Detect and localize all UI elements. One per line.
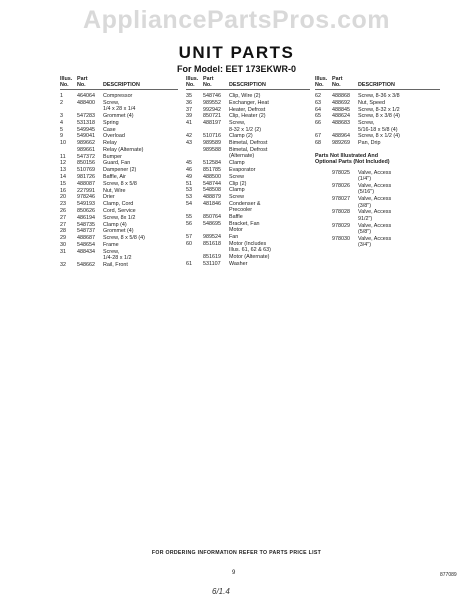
part-number: 850626 [77,207,95,214]
part-description: Fan [229,234,239,241]
part-number: 548744 [203,180,221,187]
part-number: 547283 [77,113,95,120]
part-description: Screw, 8-32 x 1/2 (2) [229,120,262,133]
part-number: 512584 [203,160,221,167]
part-number: 488087 [77,180,95,187]
part-number: 548662 [77,261,95,268]
model-subtitle: For Model: EET 173EKWR-0 [176,64,296,74]
part-number: 488692 [332,99,350,106]
illus-number: 28 [60,228,66,235]
part-number: 851618 [203,240,221,247]
parts-row [186,107,310,113]
part-number: 547372 [77,153,95,160]
illus-number: 14 [60,174,66,181]
illus-number: 30 [60,241,66,248]
parts-column-2 [186,76,310,268]
part-description: Clip, Heater (2) [229,113,266,120]
part-description: Valve, Access (5/8") [358,222,392,236]
part-description: Case [103,126,116,133]
illus-number: 3 [60,113,63,120]
part-description: Clip (2) [229,180,247,187]
part-description: Guard, Fan [103,160,131,167]
parts-row [60,154,178,160]
illus-number: 68 [315,140,321,147]
parts-row [186,120,310,133]
illus-number: 54 [186,200,192,207]
part-number: 989269 [332,140,350,147]
part-description: Screw, 8-32 x 1/2 [358,106,400,113]
parts-row [60,133,178,139]
part-number: 488624 [332,113,350,120]
illus-number: 46 [186,166,192,173]
parts-row [60,93,178,99]
illus-number: 2 [60,99,63,106]
part-description: Washer [229,261,248,268]
part-description: Rail, Front [103,261,128,268]
part-number: 851785 [203,166,221,173]
part-number: 488683 [332,120,350,127]
parts-column-1 [60,76,178,269]
part-number: 978026 [332,182,350,189]
part-number: 989524 [203,234,221,241]
parts-row [186,147,310,160]
illus-number: 23 [60,201,66,208]
parts-row [60,208,178,214]
parts-row [60,160,178,166]
part-description: Valve, Access (3/4") [358,235,392,249]
part-number: 488845 [332,106,350,113]
parts-row [186,133,310,139]
parts-row [315,93,440,99]
illus-number: 12 [60,160,66,167]
part-description: Bimetal, Defrost (Alternate) [229,146,268,160]
illus-number: 20 [60,194,66,201]
illus-number: 27 [60,221,66,228]
parts-row [60,222,178,228]
header-part: Part No. [203,76,214,89]
part-description: Evaporator [229,166,256,173]
parts-row [315,183,440,196]
illus-number: 35 [186,92,192,99]
parts-row [186,113,310,119]
parts-row [60,167,178,173]
parts-row [60,147,178,153]
part-number: 989588 [203,146,221,153]
illus-number: 57 [186,234,192,241]
part-number: 548746 [203,92,221,99]
part-description: Grommet (4) [103,113,134,120]
illus-number [315,170,332,183]
part-number: 989662 [77,140,95,147]
parts-row [315,223,440,236]
part-description: Screw, 8 x 5/8 [103,180,137,187]
part-number: 978025 [332,169,350,176]
illus-number: 55 [186,214,192,221]
parts-row [60,113,178,119]
part-number: 510769 [77,167,95,174]
header-description: DESCRIPTION [358,82,395,89]
parts-row [186,140,310,146]
part-number: 978028 [332,209,350,216]
column-header [315,76,440,90]
illus-number: 16 [60,187,66,194]
parts-row [60,188,178,194]
parts-row [315,236,440,249]
part-number: 481846 [203,200,221,207]
illus-number: 43 [186,140,192,147]
part-description: Clamp (2) [229,133,253,140]
illus-number: 10 [60,140,66,147]
part-description: Clip, Wire (2) [229,92,261,99]
parts-list [60,93,178,268]
part-description: Clamp, Cord [103,201,134,208]
illus-number: 45 [186,160,192,167]
illus-number [315,196,332,209]
header-description: DESCRIPTION [103,82,140,89]
part-description: Clamp [229,160,245,167]
illus-number: 49 [186,173,192,180]
parts-row [60,228,178,234]
part-description: Valve, Access (5/16") [358,182,392,196]
illus-number: 62 [315,92,321,99]
illus-number: 64 [315,106,321,113]
part-description: Exchanger, Heat [229,99,269,106]
parts-row [186,174,310,180]
part-number: 488879 [203,194,221,201]
part-number: 488868 [332,92,350,99]
part-description: Bimetal, Defrost [229,140,268,147]
part-description: Grommet (4) [103,228,134,235]
parts-row [315,196,440,209]
part-number: 548737 [77,228,95,235]
part-description: Screw [229,173,244,180]
part-number: 549193 [77,201,95,208]
illus-number: 4 [60,119,63,126]
part-number: 548654 [77,241,95,248]
illus-number: 42 [186,133,192,140]
part-description: Bracket, Fan Motor [229,220,260,234]
illus-number: 31 [60,248,66,255]
parts-row [60,249,178,262]
illus-number: 67 [315,133,321,140]
part-description: Screw, 1/4-28 x 1/2 [103,248,132,262]
parts-row [186,194,310,200]
parts-column-3 [315,76,440,249]
illus-number [60,147,77,153]
document-code: 877089 [440,572,457,578]
parts-row [315,120,440,133]
column-header [60,76,178,90]
part-description: Cord, Service [103,207,136,214]
illus-number [315,183,332,196]
part-number: 992942 [203,106,221,113]
parts-row [315,113,440,119]
illus-number: 15 [60,180,66,187]
parts-row [60,242,178,248]
part-description: Dampener (2) [103,167,137,174]
part-number: 548735 [77,221,95,228]
watermark: AppliancePartsPros.com [83,6,390,34]
parts-row [186,201,310,214]
header-illus: Illus. No. [60,76,73,89]
parts-row [60,181,178,187]
parts-row [60,215,178,221]
part-number: 510716 [203,133,221,140]
illus-number: 13 [60,167,66,174]
illus-number: 32 [60,261,66,268]
part-description: Spring [103,119,119,126]
part-description: Baffle, Air [103,174,126,181]
illus-number: 1 [60,92,63,99]
part-description: Screw, 8 x 1/2 (4) [358,133,400,140]
parts-row [315,209,440,222]
parts-row [60,140,178,146]
illus-number: 61 [186,261,192,268]
parts-row [315,100,440,106]
part-number: 488434 [77,248,95,255]
part-description: Screw, 8 x 5/8 (4) [103,235,145,242]
part-description: Nut, Speed [358,99,385,106]
parts-row [60,120,178,126]
illus-number: 51 [186,180,192,187]
part-description: Frame [103,241,119,248]
part-number: 978027 [332,196,350,203]
part-description: Clamp [229,187,245,194]
illus-number [186,147,203,160]
parts-row [60,100,178,113]
part-number: 981726 [77,174,95,181]
part-description: Clamp (4) [103,221,127,228]
part-number: 488500 [203,173,221,180]
part-number: 488400 [77,99,95,106]
part-description: Valve, Access (1/4") [358,169,392,183]
part-description: Screw, 8 x 3/8 (4) [358,113,400,120]
header-illus: Illus. No. [315,76,328,89]
part-description: Drier [103,194,115,201]
parts-row [60,194,178,200]
part-number: 850721 [203,113,221,120]
illus-number [315,236,332,249]
part-number: 989589 [203,140,221,147]
illus-number: 39 [186,113,192,120]
part-description: Screw, 8x 1/2 [103,214,136,221]
part-description: Pan, Drip [358,140,381,147]
part-description: Valve, Access (3/8") [358,196,392,209]
part-number: 851619 [203,254,221,261]
part-number: 486194 [77,214,95,221]
part-description: Relay (Alternate) [103,146,144,153]
parts-row [60,174,178,180]
part-number: 978030 [332,235,350,242]
illus-number: 53 [186,187,192,194]
part-number: 464064 [77,92,95,99]
page-number: 9 [232,570,236,576]
part-description: Screw, 8-36 x 3/8 [358,92,400,99]
optional-parts-heading: Parts Not Illustrated And Optional Parts (Not Included) [315,152,390,166]
part-number: 531318 [77,119,95,126]
part-number: 549041 [77,133,95,140]
parts-row [315,107,440,113]
parts-row [315,133,440,139]
illus-number: 53 [186,194,192,201]
parts-row [186,241,310,254]
page-title: UNIT PARTS [178,43,295,62]
part-number: 531107 [203,261,221,268]
part-description: Overload [103,133,125,140]
illus-number: 41 [186,120,192,127]
header-part: Part No. [332,76,343,89]
parts-row [60,262,178,268]
header-part: Part No. [77,76,88,89]
parts-row [186,214,310,220]
part-description: Nut, Wire [103,187,126,194]
illus-number: 66 [315,120,321,127]
parts-row [186,261,310,267]
part-description: Heater, Defrost [229,106,266,113]
parts-row [186,187,310,193]
illus-number: 65 [315,113,321,120]
parts-row [60,127,178,133]
part-number: 549945 [77,126,95,133]
part-number: 978246 [77,194,95,201]
part-description: Compressor [103,92,133,99]
part-description: Motor (Includes Illus. 61, 62 & 63) [229,240,271,254]
parts-row [186,160,310,166]
illus-number: 60 [186,240,192,247]
illus-number: 11 [60,153,66,160]
part-description: Screw, 5/16-18 x 5/8 (4) [358,120,398,133]
part-description: Bumper [103,153,122,160]
header-description: DESCRIPTION [229,82,266,89]
parts-row [186,100,310,106]
parts-list [315,93,440,147]
parts-row [186,181,310,187]
illus-number: 5 [60,126,63,133]
parts-row [186,93,310,99]
illus-number: 37 [186,106,192,113]
parts-row [186,234,310,240]
part-number: 989552 [203,99,221,106]
part-number: 850156 [77,160,95,167]
part-description: Screw, 1/4 x 28 x 1/4 [103,99,136,113]
part-description: Valve, Access 91/2") [358,209,392,222]
header-illus: Illus. No. [186,76,199,89]
part-number: 488964 [332,133,350,140]
part-description: Relay [103,140,117,147]
illus-number: 56 [186,220,192,227]
part-description: Motor (Alternate) [229,254,270,261]
illus-number: 27 [60,214,66,221]
illus-number [315,209,332,222]
ordering-footer: FOR ORDERING INFORMATION REFER TO PARTS PRICE LIST [151,550,322,556]
handwritten-mark: 6/1.4 [212,587,230,596]
illus-number: 9 [60,133,63,140]
parts-list [186,93,310,268]
parts-row [315,170,440,183]
part-number: 548695 [203,220,221,227]
parts-row [315,140,440,146]
part-description: Screw [229,194,244,201]
parts-row [186,221,310,234]
part-number: 978029 [332,222,350,229]
part-description: Baffle [229,214,243,221]
parts-row [60,201,178,207]
parts-row [186,254,310,260]
illus-number: 63 [315,99,321,106]
part-number: 850764 [203,214,221,221]
illus-number: 26 [60,207,66,214]
part-number: 488197 [203,120,221,127]
part-description: Condenser & Precooler [229,200,261,214]
column-header [186,76,310,90]
illus-number [315,223,332,236]
part-number: 989661 [77,146,95,153]
part-number: 227991 [77,187,95,194]
part-number: 488687 [77,235,95,242]
part-number: 548508 [203,187,221,194]
illus-number: 29 [60,235,66,242]
optional-parts-list [315,170,440,249]
parts-row [186,167,310,173]
parts-row [60,235,178,241]
illus-number [186,254,203,260]
illus-number: 36 [186,99,192,106]
